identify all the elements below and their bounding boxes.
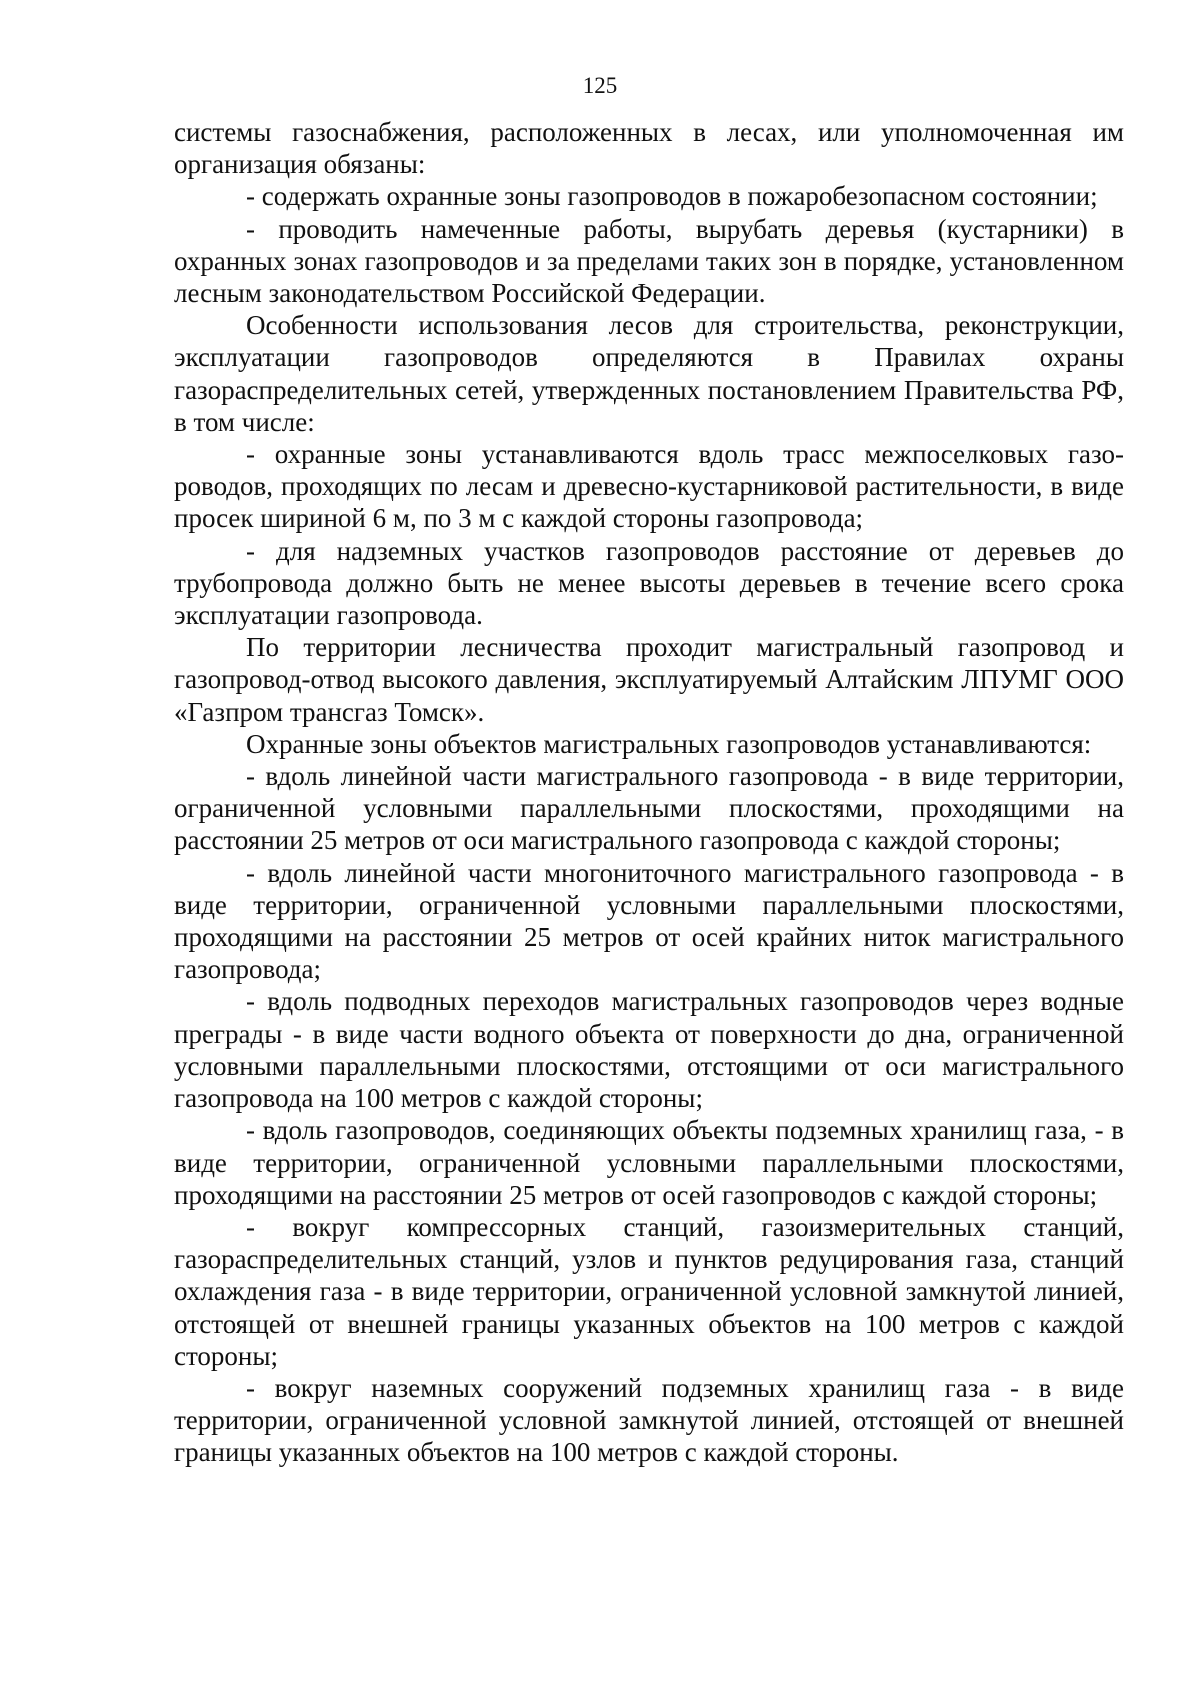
paragraph-9: - вдоль линейной части магистрального газопровода - в виде территории, ограниченной условными параллельными плоскостями, проходящими на расстоянии 25 метров от оси магистрального газопровода с каждой стороны; xyxy=(174,761,1124,856)
paragraph-5: - охранные зоны устанавливаются вдоль трасс межпоселковых газо-роводов, проходящих по лесам и древесно-кустарниковой растительности, в виде просек шириной 6 м, по 3 м с каждой стороны газопровода; xyxy=(174,439,1124,534)
paragraph-10: - вдоль линейной части многониточного магистрального газопровода - в виде территории, ограниченной условными параллельными плоскостями, проходящими на расстоянии 25 метров от осей крайних ниток магистрального газопровода; xyxy=(174,857,1124,985)
paragraph-14: - вокруг наземных сооружений подземных хранилищ газа - в виде территории, ограниченной условной замкнутой линией, отстоящей от внешней границы указанных объектов на 100 метров с каждой стороны. xyxy=(174,1372,1124,1468)
paragraph-13: - вокруг компрессорных станций, газоизмерительных станций, газораспределительных станций, узлов и пунктов редуцирования газа, станций охлаждения газа - в виде территории, ограниченной условной замкнутой линией, отстоящей от внешней границы указанных объектов на 100 метров с каждой стороны; xyxy=(174,1211,1124,1371)
paragraph-2: - содержать охранные зоны газопроводов в пожаробезопасном состоянии; xyxy=(246,181,1098,212)
paragraph-6: - для надземных участков газопроводов расстояние от деревьев до трубопровода должно быть не менее высоты деревьев в течение всего срока эксплуатации газопровода. xyxy=(174,535,1124,631)
paragraph-7: По территории лесничества проходит магистральный газопровод и газопровод-отвод высокого давления, эксплуатируемый Алтайским ЛПУМГ ООО «Газпром трансгаз Томск». xyxy=(174,632,1124,727)
paragraph-4: Особенности использования лесов для строительства, реконструкции, эксплуатации газопроводов определяются в Правилах охраны газораспределительных сетей, утвержденных постановлением Правительства РФ, в том числе: xyxy=(174,310,1124,437)
paragraph-11: - вдоль подводных переходов магистральных газопроводов через водные преграды - в виде части водного объекта от поверхности до дна, ограниченной условными параллельными плоскостями, отстоящими от оси магистрального газопровода на 100 метров с каждой стороны; xyxy=(174,986,1124,1114)
paragraph-8: Охранные зоны объектов магистральных газопроводов устанавливаются: xyxy=(246,728,1092,759)
paragraph-12: - вдоль газопроводов, соединяющих объекты подземных хранилищ газа, - в виде территории, ограниченной условными параллельными плоскостями, проходящими на расстоянии 25 метров от осей газопроводов с каждой стороны; xyxy=(174,1115,1124,1210)
paragraph-3: - проводить намеченные работы, вырубать деревья (кустарники) в охранных зонах газопроводов и за пределами таких зон в порядке, установленном лесным законодательством Российской Федерации. xyxy=(174,213,1124,309)
page-number: 125 xyxy=(582,73,618,98)
document-body xyxy=(174,116,1124,1469)
paragraph-1: системы газоснабжения, расположенных в лесах, или уполномоченная им организация обязаны: xyxy=(174,117,1124,180)
